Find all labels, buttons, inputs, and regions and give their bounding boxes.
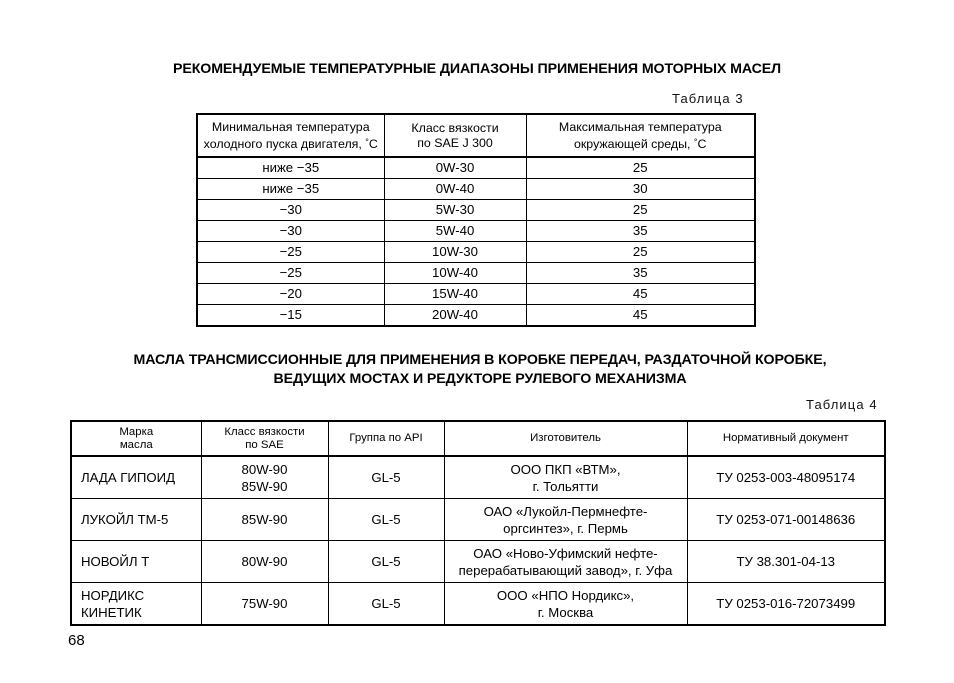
cell-max-temp: 45	[526, 305, 755, 327]
cell-min-temp: −15	[197, 305, 384, 327]
cell-sae-viscosity-line1: 85W-90	[241, 512, 288, 527]
cell-manufacturer	[444, 583, 687, 626]
cell-max-temp: 45	[526, 284, 755, 305]
column-header-min-temp-line2: холодного пуска двигателя, °C	[203, 136, 378, 151]
cell-oil-brand-line1: ЛАДА ГИПОИД	[81, 470, 176, 485]
column-header-max-temp-line2: окружающей среды, °C	[574, 136, 707, 151]
cell-api-group: GL-5	[328, 583, 444, 626]
cell-oil-brand-line1: НОРДИКС	[81, 587, 145, 603]
cell-sae-viscosity-line2: 85W-90	[241, 478, 288, 494]
cell-max-temp: 25	[526, 200, 755, 221]
cell-min-temp: ниже −35	[197, 157, 384, 179]
section-title-transmission-oils-line1: МАСЛА ТРАНСМИССИОННЫЕ ДЛЯ ПРИМЕНЕНИЯ В КОРОБКЕ ПЕРЕДАЧ, РАЗДАТОЧНОЙ КОРОБКЕ,	[133, 352, 827, 368]
column-header-min-temp	[197, 114, 384, 157]
cell-sae-viscosity-line1: 80W-90	[241, 554, 288, 569]
table-row	[71, 499, 885, 541]
column-header-sae-viscosity-line1: Класс вязкости	[224, 425, 305, 438]
table-motor-oil-temperature-ranges	[196, 113, 756, 327]
column-header-manufacturer	[444, 421, 687, 456]
cell-manufacturer-line1: ООО «НПО Нордикс»,	[496, 587, 635, 603]
table-row	[197, 179, 755, 200]
cell-oil-brand	[71, 541, 201, 583]
cell-max-temp: 25	[526, 157, 755, 179]
section-title-motor-oils-text: РЕКОМЕНДУЕМЫЕ ТЕМПЕРАТУРНЫЕ ДИАПАЗОНЫ ПРИМЕНЕНИЯ МОТОРНЫХ МАСЕЛ	[172, 61, 781, 77]
section-title-motor-oils	[77, 60, 877, 79]
cell-manufacturer-line2: г. Москва	[537, 604, 594, 620]
table-body-motor-oils	[197, 157, 755, 326]
section-title-transmission-oils-line2: ВЕДУЩИХ МОСТАХ И РЕДУКТОРЕ РУЛЕВОГО МЕХАНИЗМА	[273, 371, 687, 387]
cell-oil-brand	[71, 499, 201, 541]
cell-oil-brand-line1: ЛУКОЙЛ ТМ-5	[81, 512, 169, 527]
cell-manufacturer-line1: ООО ПКП «ВТМ»,	[510, 461, 621, 477]
cell-sae-class: 0W-30	[384, 157, 526, 179]
table-row	[197, 242, 755, 263]
cell-sae-class: 10W-40	[384, 263, 526, 284]
page-number: 68	[68, 632, 85, 649]
cell-manufacturer-line2: оргсинтез», г. Пермь	[503, 520, 628, 536]
column-header-sae-class-line1: Класс вязкости	[411, 120, 499, 135]
cell-sae-class: 0W-40	[384, 179, 526, 200]
column-header-api-group	[328, 421, 444, 456]
cell-manufacturer	[444, 499, 687, 541]
table-caption-3: Таблица 3	[672, 91, 744, 106]
table-header-row	[197, 114, 755, 157]
table-row	[197, 263, 755, 284]
cell-oil-brand	[71, 456, 201, 499]
table-row	[71, 541, 885, 583]
cell-manufacturer-line2: г. Тольятти	[532, 478, 599, 494]
cell-standard-document: ТУ 38.301-04-13	[687, 541, 885, 583]
cell-sae-viscosity	[201, 541, 328, 583]
table-caption-4: Таблица 4	[806, 397, 878, 412]
table-row	[197, 157, 755, 179]
cell-oil-brand-line2: КИНЕТИК	[81, 604, 142, 620]
cell-max-temp: 25	[526, 242, 755, 263]
column-header-api-group-line1: Группа по API	[349, 432, 423, 444]
cell-standard-document: ТУ 0253-071-00148636	[687, 499, 885, 541]
cell-sae-viscosity-line1: 75W-90	[241, 596, 288, 611]
cell-manufacturer	[444, 456, 687, 499]
column-header-max-temp-line1: Максимальная температура	[558, 119, 722, 134]
cell-sae-class: 5W-40	[384, 221, 526, 242]
cell-min-temp: −30	[197, 221, 384, 242]
column-header-oil-brand	[71, 421, 201, 456]
column-header-sae-viscosity-line2: по SAE	[245, 438, 284, 451]
table-row	[197, 221, 755, 242]
cell-manufacturer-line1: ОАО «Лукойл-Пермнефте-	[483, 503, 648, 519]
column-header-standard-document-line1: Нормативный документ	[722, 432, 849, 444]
cell-sae-class: 5W-30	[384, 200, 526, 221]
column-header-manufacturer-line1: Изготовитель	[530, 432, 601, 444]
cell-api-group: GL-5	[328, 541, 444, 583]
cell-manufacturer-line1: ОАО «Ново-Уфимский нефте-	[473, 545, 658, 561]
cell-api-group: GL-5	[328, 499, 444, 541]
column-header-max-temp	[526, 114, 755, 157]
table-transmission-oils	[70, 420, 886, 626]
column-header-min-temp-line1: Минимальная температура	[211, 119, 370, 134]
cell-sae-viscosity	[201, 583, 328, 626]
cell-min-temp: −20	[197, 284, 384, 305]
column-header-oil-brand-line2: масла	[119, 438, 153, 451]
cell-max-temp: 30	[526, 179, 755, 200]
cell-standard-document: ТУ 0253-016-72073499	[687, 583, 885, 626]
table-row	[71, 456, 885, 499]
cell-manufacturer	[444, 541, 687, 583]
cell-oil-brand	[71, 583, 201, 626]
cell-standard-document: ТУ 0253-003-48095174	[687, 456, 885, 499]
cell-manufacturer-line2: перерабатывающий завод», г. Уфа	[458, 562, 673, 578]
cell-sae-viscosity-line1: 80W-90	[241, 461, 288, 477]
column-header-sae-class	[384, 114, 526, 157]
cell-min-temp: ниже −35	[197, 179, 384, 200]
cell-sae-class: 20W-40	[384, 305, 526, 327]
column-header-oil-brand-line1: Марка	[119, 425, 154, 438]
table-row	[71, 583, 885, 626]
cell-min-temp: −30	[197, 200, 384, 221]
cell-api-group: GL-5	[328, 456, 444, 499]
cell-sae-class: 10W-30	[384, 242, 526, 263]
table-header-row	[71, 421, 885, 456]
cell-oil-brand-line1: НОВОЙЛ Т	[81, 554, 150, 569]
cell-sae-class: 15W-40	[384, 284, 526, 305]
cell-min-temp: −25	[197, 242, 384, 263]
cell-max-temp: 35	[526, 221, 755, 242]
column-header-sae-viscosity	[201, 421, 328, 456]
cell-min-temp: −25	[197, 263, 384, 284]
cell-sae-viscosity	[201, 456, 328, 499]
column-header-standard-document	[687, 421, 885, 456]
table-body-transmission-oils	[71, 456, 885, 625]
cell-sae-viscosity	[201, 499, 328, 541]
table-row	[197, 305, 755, 327]
cell-max-temp: 35	[526, 263, 755, 284]
column-header-sae-class-line2: по SAE J 300	[417, 135, 493, 150]
section-title-transmission-oils	[60, 351, 900, 389]
table-row	[197, 284, 755, 305]
table-row	[197, 200, 755, 221]
